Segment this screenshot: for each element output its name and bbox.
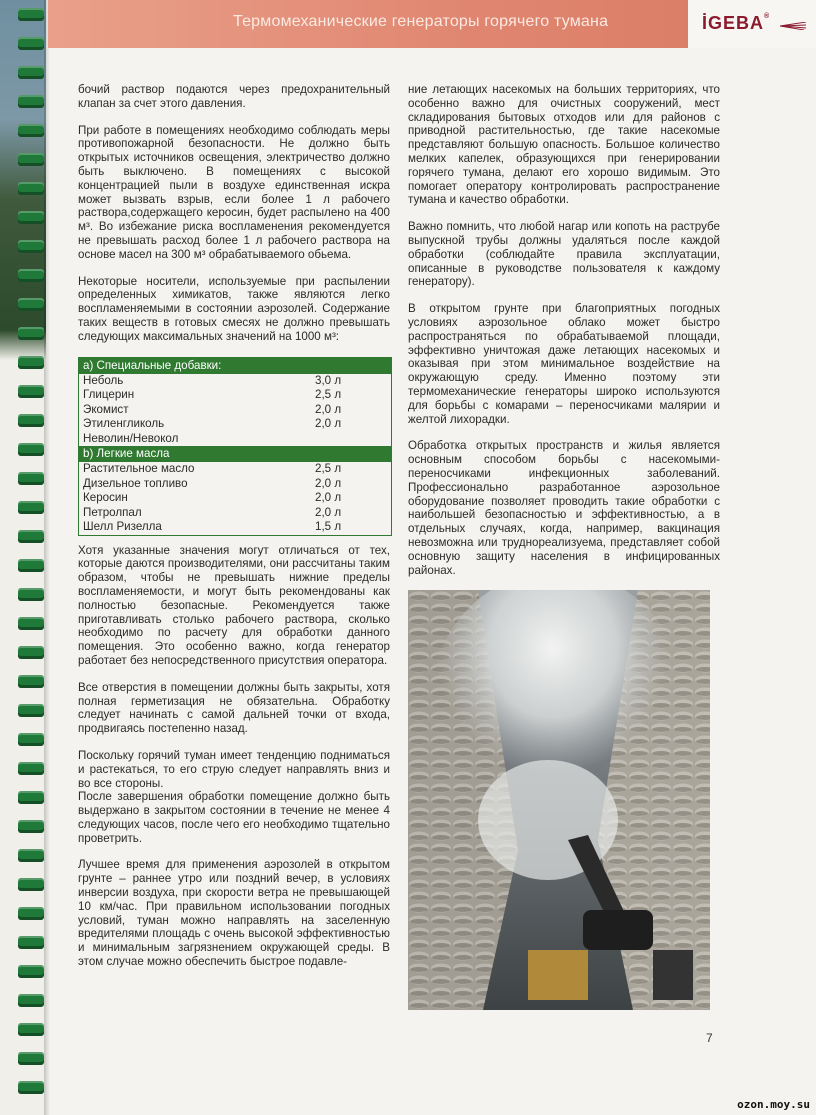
spiral-ring [18,472,44,485]
spiral-ring [18,530,44,543]
table-cell-value: 2,5 л [315,462,342,476]
table-section-b-header: b) Легкие масла [79,446,391,462]
spiral-ring [18,385,44,398]
page-shadow [44,0,50,1115]
table-cell-name: Неволин/Невокол [83,431,179,445]
spiral-ring [18,762,44,775]
spiral-ring [18,791,44,804]
table-row [79,477,391,492]
spiral-ring [18,327,44,340]
table-cell-name: Экомист [83,402,129,416]
spiral-ring [18,617,44,630]
table-row [79,462,391,477]
paragraph: Поскольку горячий туман имеет тенденцию подниматься и растекаться, то его струю следует направлять вниз и во все стороны. [78,748,390,790]
page-header [48,0,816,48]
paragraph: Все отверстия в помещении должны быть закрыты, хотя полная герметизация не обязательна. Обработку следует начинать с самой дальней точки от входа, продвигаясь постепенно назад. [78,680,390,736]
brand-box [688,0,816,48]
spiral-ring [18,849,44,862]
spiral-ring [18,646,44,659]
spiral-ring [18,675,44,688]
table-row [79,403,391,418]
brand-registered-mark: ® [764,13,771,20]
spiral-ring [18,588,44,601]
table-cell-name: Этиленгликоль [83,417,165,431]
flammability-table [78,357,392,536]
table-cell-value [315,432,375,447]
spiral-ring [18,37,44,50]
table-cell-name: Керосин [83,491,128,505]
paragraph: Лучшее время для применения аэрозолей в открытом грунте – раннее утро или поздний вечер, в условиях инверсии воздуха, при скорости ветра не превышающей 10 км/час. При правильном использовании погодных условий, туман можно направлять на заселенную вредителями площадь с очень высокой эффективностью и минимальным загрязнением окружающей среды. В этом случае можно обеспечить быстрое подавле- [78,858,390,969]
table-cell-value: 2,0 л [315,491,342,505]
spiral-ring [18,443,44,456]
table-cell-name: Шелл Ризелла [83,520,162,534]
table-row [79,374,391,389]
spiral-ring [18,356,44,369]
paragraph: ние летающих насекомых на больших территориях, что особенно важно для очистных сооружений, мест складирования бытовых отходов или для районов с приводной растительностью, где такие насекомые представляют большую опасность. Большое количество мелких капелек, образующихся при генерировании горячего тумана, делают его хорошо видимым. Это помогает оператору контролировать распространение тумана и качество обработки. [408,83,720,207]
table-row [79,417,391,432]
spiral-ring [18,907,44,920]
brand-name: İGEBA [702,13,765,33]
paragraph: После завершения обработки помещение должно быть выдержано в закрытом состоянии в течение не менее 4 следующих часов, после чего его необходимо тщательно проветрить. [78,790,390,845]
spiral-ring [18,124,44,137]
table-row [79,432,391,447]
table-cell-value: 2,0 л [315,505,342,519]
paragraph: бочий раствор подаются через предохранительный клапан за счет этого давления. [78,83,390,110]
header-title: Термомеханические генераторы горячего тумана [233,13,609,30]
spiral-ring [18,211,44,224]
spiral-ring [18,8,44,21]
table-section-a-header: a) Специальные добавки: [79,358,391,374]
page-number: 7 [706,1031,713,1045]
spiral-ring [18,559,44,572]
spiral-ring [18,95,44,108]
table-cell-value: 1,5 л [315,520,342,534]
table-cell-value: 3,0 л [315,373,342,387]
table-cell-value: 2,0 л [315,402,342,416]
watermark: ozon.moy.su [737,1098,810,1111]
spiral-ring [18,878,44,891]
paragraph: При работе в помещениях необходимо соблюдать меры противопожарной безопасности. Не должно быть открытых источников освещения, электричество должно быть выключено. В помещениях с высокой концентрацией пыли в воздухе единственная искра может вызвать взрыв, если более 1 л рабочего раствора,содержащего керосин, будет распылено на 400 м³. Во избежание риска воспламенения рекомендуется не превышать расход более 1 л рабочего раствора на основе масел на 300 м³ обрабатываемого обьема. [78,123,390,261]
spiral-ring [18,994,44,1007]
spiral-ring [18,66,44,79]
spiral-ring [18,501,44,514]
spiral-ring [18,1052,44,1065]
spiral-ring [18,733,44,746]
left-column [78,83,390,982]
spiral-ring [18,269,44,282]
table-row [79,520,391,535]
paragraph: В открытом грунте при благоприятных погодных условиях аэрозольное облако может быстро распространяться по обрабатываемой площади, эффективно уничтожая даже летающих насекомых и оказывая при этом минимальное воздействие на окружающую среду. Именно поэтому эти термомеханические генераторы широко используются для борьбы с комарами – переносчиками малярии и желтой лихорадки. [408,302,720,426]
table-cell-value: 2,0 л [315,417,342,431]
brand-wing-icon [780,22,806,30]
paragraph: Хотя указанные значения могут отличаться от тех, которые даются производителями, они рассчитаны таким образом, чтобы не превышать нижние пределы воспламеняемости, и могут быть рекомендованы как полностью безопасные. Рекомендуется также приготавливать столько рабочего раствора, сколько необходимо по расчету для обработки данного помещения. Это особенно важно, когда генератор работает без непосредственного присутствия оператора. [78,543,390,667]
table-cell-name: Растительное масло [83,462,195,476]
table-cell-value: 2,0 л [315,476,342,490]
table-row [79,388,391,403]
spiral-ring [18,965,44,978]
table-row [79,506,391,521]
fogging-warehouse-photo [408,590,710,1010]
table-cell-name: Петролпал [83,505,142,519]
spiral-ring [18,153,44,166]
spiral-ring [18,936,44,949]
right-column [408,83,720,590]
spiral-ring [18,182,44,195]
spiral-ring [18,1023,44,1036]
brand-logo [702,13,770,34]
spiral-ring [18,298,44,311]
paragraph: Важно помнить, что любой нагар или копоть на раструбе выпускной трубы должны удаляться после каждой обработки (соблюдайте правила эксплуатации, описанные в руководстве пользователя к каждому генератору). [408,220,720,289]
spiral-ring [18,1081,44,1094]
spiral-ring [18,414,44,427]
table-cell-value: 2,5 л [315,388,342,402]
spiral-ring [18,820,44,833]
table-cell-name: Глицерин [83,388,135,402]
paragraph: Обработка открытых пространств и жилья является основным способом борьбы с насекомыми-переносчиками инфекционных заболеваний. Профессионально разработанное аэрозольное оборудование позволяет проводить такие обработки с наибольшей безопасностью и эффективностью, а в отдельных случаях, когда, например, вакцинация невозможна или труднореализуема, представляет собой основную защиту населения в инфицированных районах. [408,439,720,577]
spiral-ring [18,704,44,717]
table-row [79,491,391,506]
spiral-ring [18,240,44,253]
table-cell-name: Дизельное топливо [83,476,188,490]
paragraph: Некоторые носители, используемые при распылении определенных химикатов, также являются легко воспламеняемыми в состоянии аэрозолей. Содержание таких веществ в готовых смесях не должно превышать следующих максимальных значений на 1000 м³: [78,274,390,343]
table-cell-name: Неболь [83,373,124,387]
